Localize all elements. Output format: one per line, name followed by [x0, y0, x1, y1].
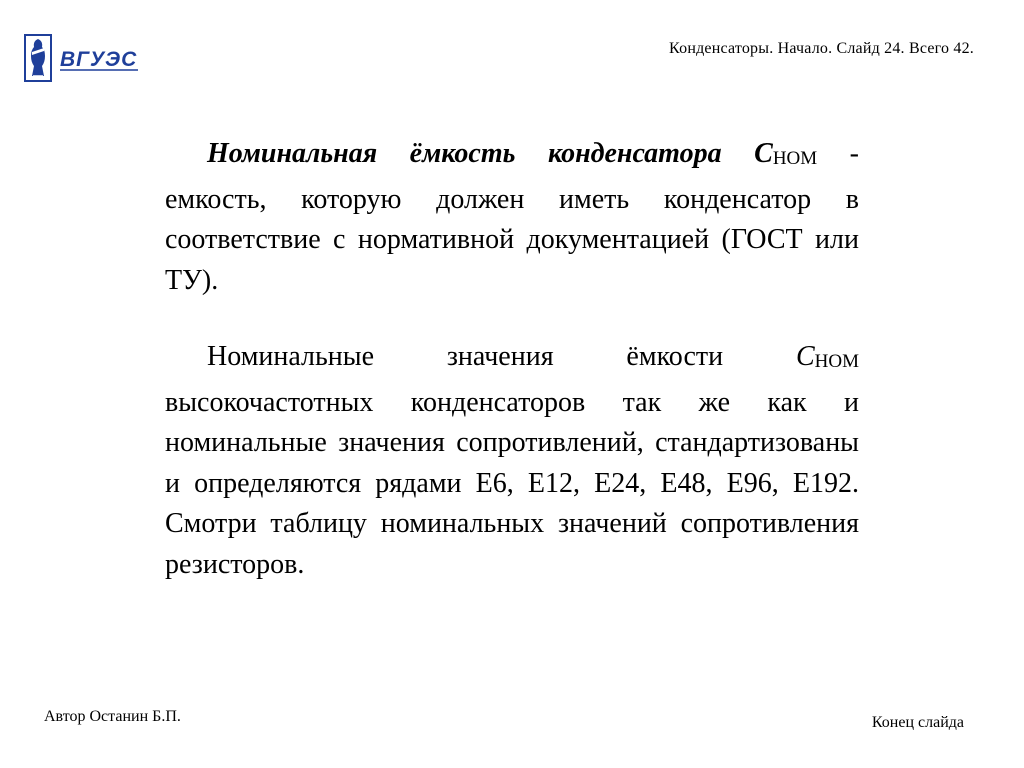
- standards-text-before: Номинальные значения ёмкости: [207, 341, 796, 372]
- definition-text: - емкость, которую должен иметь конденсатор в соответствие с нормативной документацией (ГОСТ или ТУ).: [165, 138, 860, 296]
- logo-text: ВГУЭС: [60, 48, 138, 71]
- capacitance-symbol: С: [754, 138, 773, 169]
- slide-content: [165, 134, 859, 585]
- capacitance-symbol: С: [795, 341, 815, 372]
- slide-title: Конденсаторы. Начало. Слайд 24. Всего 42.: [669, 40, 974, 57]
- author-credit: Автор Останин Б.П.: [44, 708, 181, 725]
- standards-text-after: высокочастотных конденсаторов так же как и номинальные значения сопротивлений, стандартизованы и определяются рядами Е6, Е12, Е24, Е48, Е96, Е192. Смотри таблицу номинальных значений сопротивления резисторов.: [165, 386, 859, 580]
- capacitance-subscript: НОМ: [814, 351, 859, 372]
- university-logo: [24, 34, 144, 84]
- definition-paragraph: [165, 134, 859, 301]
- university-emblem-icon: [25, 35, 51, 81]
- capacitance-subscript: НОМ: [772, 148, 818, 169]
- standards-paragraph: [165, 337, 859, 585]
- term-heading: Номинальная ёмкость конденсатора СНОМ: [207, 138, 818, 169]
- end-of-slide-label: Конец слайда: [871, 714, 964, 731]
